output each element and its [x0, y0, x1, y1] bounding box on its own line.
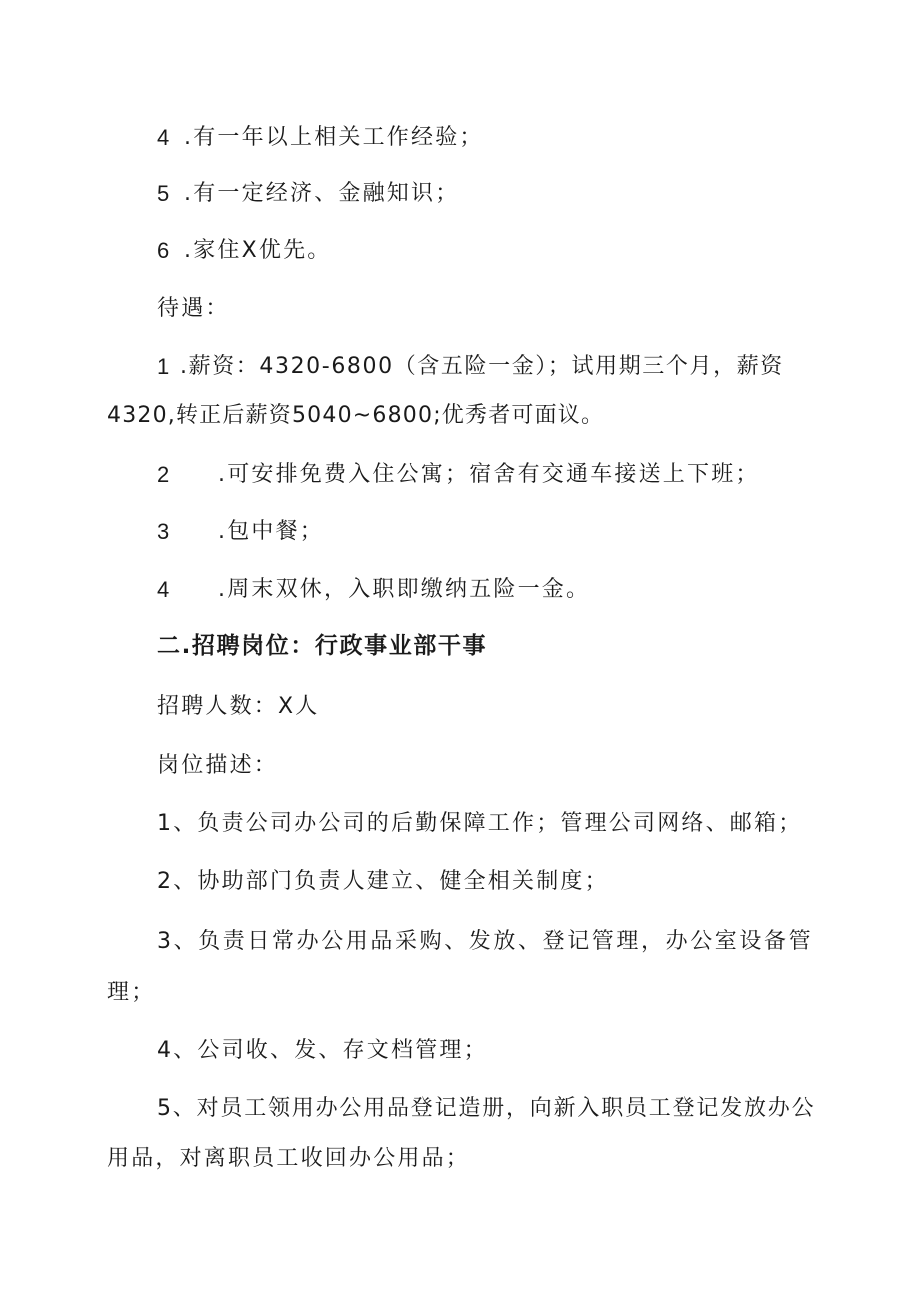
duty-item: 1、负责公司办公司的后勤保障工作；管理公司网络、邮箱；	[157, 811, 803, 836]
requirement-number: 6	[157, 238, 170, 263]
duty-item-continued: 理；	[107, 980, 156, 1005]
section-heading: 二.招聘岗位：行政事业部干事	[157, 633, 488, 659]
requirement-number: 4	[157, 125, 170, 150]
duty-item: 5、对员工领用办公用品登记造册，向新入职员工登记发放办公	[157, 1096, 816, 1121]
benefit-number: 2	[157, 462, 170, 487]
duty-item-continued: 用品，对离职员工收回办公用品；	[107, 1146, 471, 1171]
duty-item: 2、协助部门负责人建立、健全相关制度；	[157, 869, 609, 894]
benefit-number: 1	[157, 354, 170, 379]
requirement-text: .有一定经济、金融知识；	[184, 181, 460, 206]
benefit-text: .周末双休，入职即缴纳五险一金。	[218, 577, 591, 602]
benefit-text-continued: 4320,转正后薪资5040~6800;优秀者可面议。	[107, 403, 605, 428]
benefits-label: 待遇：	[157, 296, 230, 321]
benefit-text: .薪资：4320-6800（含五险一金）；试用期三个月，薪资	[180, 354, 784, 379]
headcount-text: 招聘人数：X人	[157, 694, 320, 719]
requirement-number: 5	[157, 181, 170, 206]
duty-item: 4、公司收、发、存文档管理；	[157, 1038, 488, 1063]
benefit-text: .包中餐；	[218, 519, 324, 544]
requirement-text: .有一年以上相关工作经验；	[184, 125, 484, 150]
benefit-text: .可安排免费入住公寓；宿舍有交通车接送上下班；	[218, 462, 760, 487]
requirement-text: .家住X优先。	[184, 238, 332, 263]
benefit-number: 3	[157, 519, 170, 544]
description-label: 岗位描述：	[157, 753, 279, 778]
benefit-number: 4	[157, 577, 170, 602]
duty-item: 3、负责日常办公用品采购、发放、登记管理，办公室设备管	[157, 929, 814, 954]
